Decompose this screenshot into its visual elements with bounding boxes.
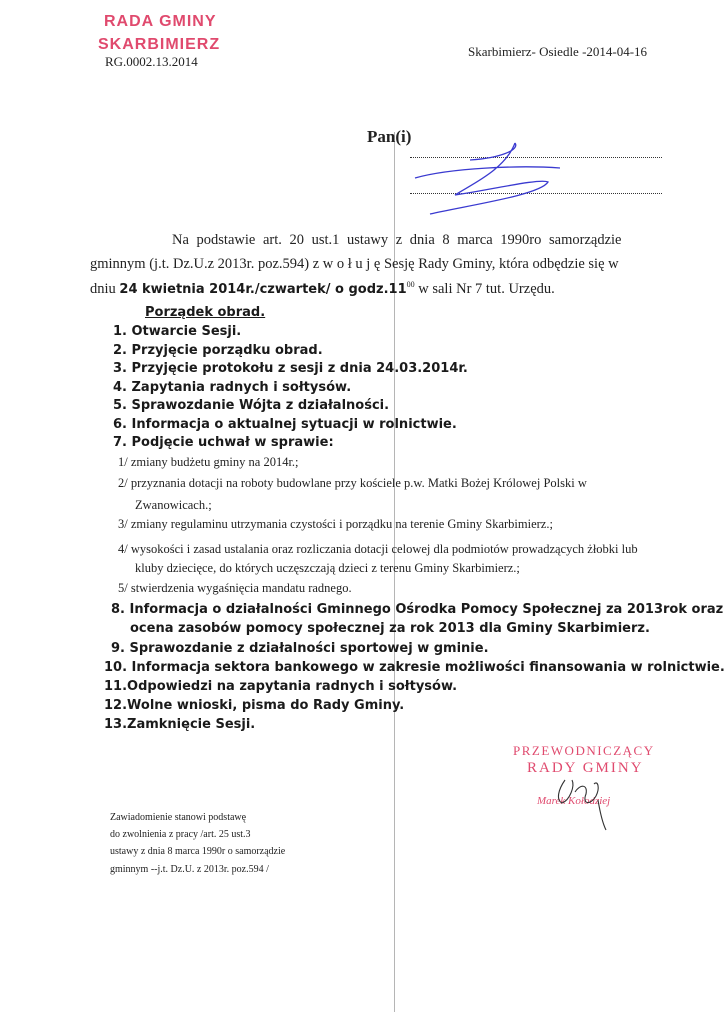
addressee-line-2 (410, 193, 662, 194)
footnote-line-3: ustawy z dnia 8 marca 1990r o samorządzie (110, 846, 286, 857)
stamp-council-name: RADY GMINY (527, 760, 644, 776)
place-date: Skarbimierz- Osiedle -2014-04-16 (468, 44, 648, 59)
session-time-minutes: 00 (406, 280, 415, 289)
stamp-rada-gminy: RADA GMINY (104, 13, 217, 30)
agenda-item-5: 5. Sprawozdanie Wójta z działalności. (113, 398, 390, 413)
intro-day-prefix: dniu (90, 281, 116, 297)
agenda-title: Porządek obrad. (145, 305, 266, 320)
agenda-item-9: 9. Sprawozdanie z działalności sportowej w gminie. (111, 641, 489, 656)
reference-number: RG.0002.13.2014 (105, 54, 198, 69)
agenda-item-8-cont: ocena zasobów pomocy społecznej za rok 2013 dla Gminy Skarbimierz. (130, 621, 650, 636)
subitem-4-cont: kluby dziecięce, do których uczęszczają dzieci z terenu Gminy Skarbimierz.; (135, 561, 520, 575)
subitem-2-cont: Zwanowicach.; (135, 498, 212, 512)
footnote-line-1: Zawiadomienie stanowi podstawę (110, 812, 247, 823)
agenda-item-4: 4. Zapytania radnych i sołtysów. (113, 380, 352, 395)
agenda-item-1: 1. Otwarcie Sesji. (113, 324, 242, 339)
agenda-item-13: 13.Zamknięcie Sesji. (104, 717, 256, 732)
addressee-line-1 (410, 157, 662, 158)
session-room: w sali Nr 7 tut. Urzędu. (418, 281, 555, 297)
footnote-line-4: gminnym --j.t. Dz.U. z 2013r. poz.594 / (110, 864, 269, 875)
footnote-line-2: do zwolnienia z pracy /art. 25 ust.3 (110, 829, 251, 840)
addressee-label: Pan(i) (367, 127, 412, 146)
subitem-1: 1/ zmiany budżetu gminy na 2014r.; (118, 455, 299, 469)
subitem-3: 3/ zmiany regulaminu utrzymania czystości i porządku na terenie Gminy Skarbimierz.; (118, 517, 553, 531)
session-date-time: 24 kwietnia 2014r./czwartek/ o godz.11 (119, 282, 407, 297)
intro-line-1: Na podstawie art. 20 ust.1 ustawy z dnia 8 marca 1990ro samorządzie (172, 232, 622, 248)
agenda-item-8: 8. Informacja o działalności Gminnego Ośrodka Pomocy Społecznej za 2013rok oraz (111, 602, 724, 617)
agenda-item-6: 6. Informacja o aktualnej sytuacji w rolnictwie. (113, 417, 457, 432)
agenda-item-7: 7. Podjęcie uchwał w sprawie: (113, 435, 334, 450)
agenda-item-12: 12.Wolne wnioski, pisma do Rady Gminy. (104, 698, 405, 713)
agenda-item-2: 2. Przyjęcie porządku obrad. (113, 343, 323, 358)
stamp-chairman-title: PRZEWODNICZĄCY (513, 743, 655, 758)
subitem-4: 4/ wysokości i zasad ustalania oraz rozliczania dotacji celowej dla podmiotów prowadzących żłobki lub (118, 542, 638, 556)
stamp-skarbimierz: SKARBIMIERZ (98, 36, 221, 53)
agenda-item-3: 3. Przyjęcie protokołu z sesji z dnia 24.03.2014r. (113, 361, 468, 376)
agenda-item-11: 11.Odpowiedzi na zapytania radnych i sołtysów. (104, 679, 458, 694)
agenda-item-10: 10. Informacja sektora bankowego w zakresie możliwości finansowania w rolnictwie. (104, 660, 725, 675)
intro-line-2: gminnym (j.t. Dz.U.z 2013r. poz.594) z w o ł u j ę Sesję Rady Gminy, która odbędzie się w (90, 256, 619, 272)
subitem-2: 2/ przyznania dotacji na roboty budowlane przy kościele p.w. Matki Bożej Królowej Polski w (118, 476, 587, 490)
stamp-chairman-name: Marek Kołodziej (537, 795, 611, 807)
subitem-5: 5/ stwierdzenia wygaśnięcia mandatu radnego. (118, 581, 352, 595)
intro-line-3 (90, 280, 555, 298)
